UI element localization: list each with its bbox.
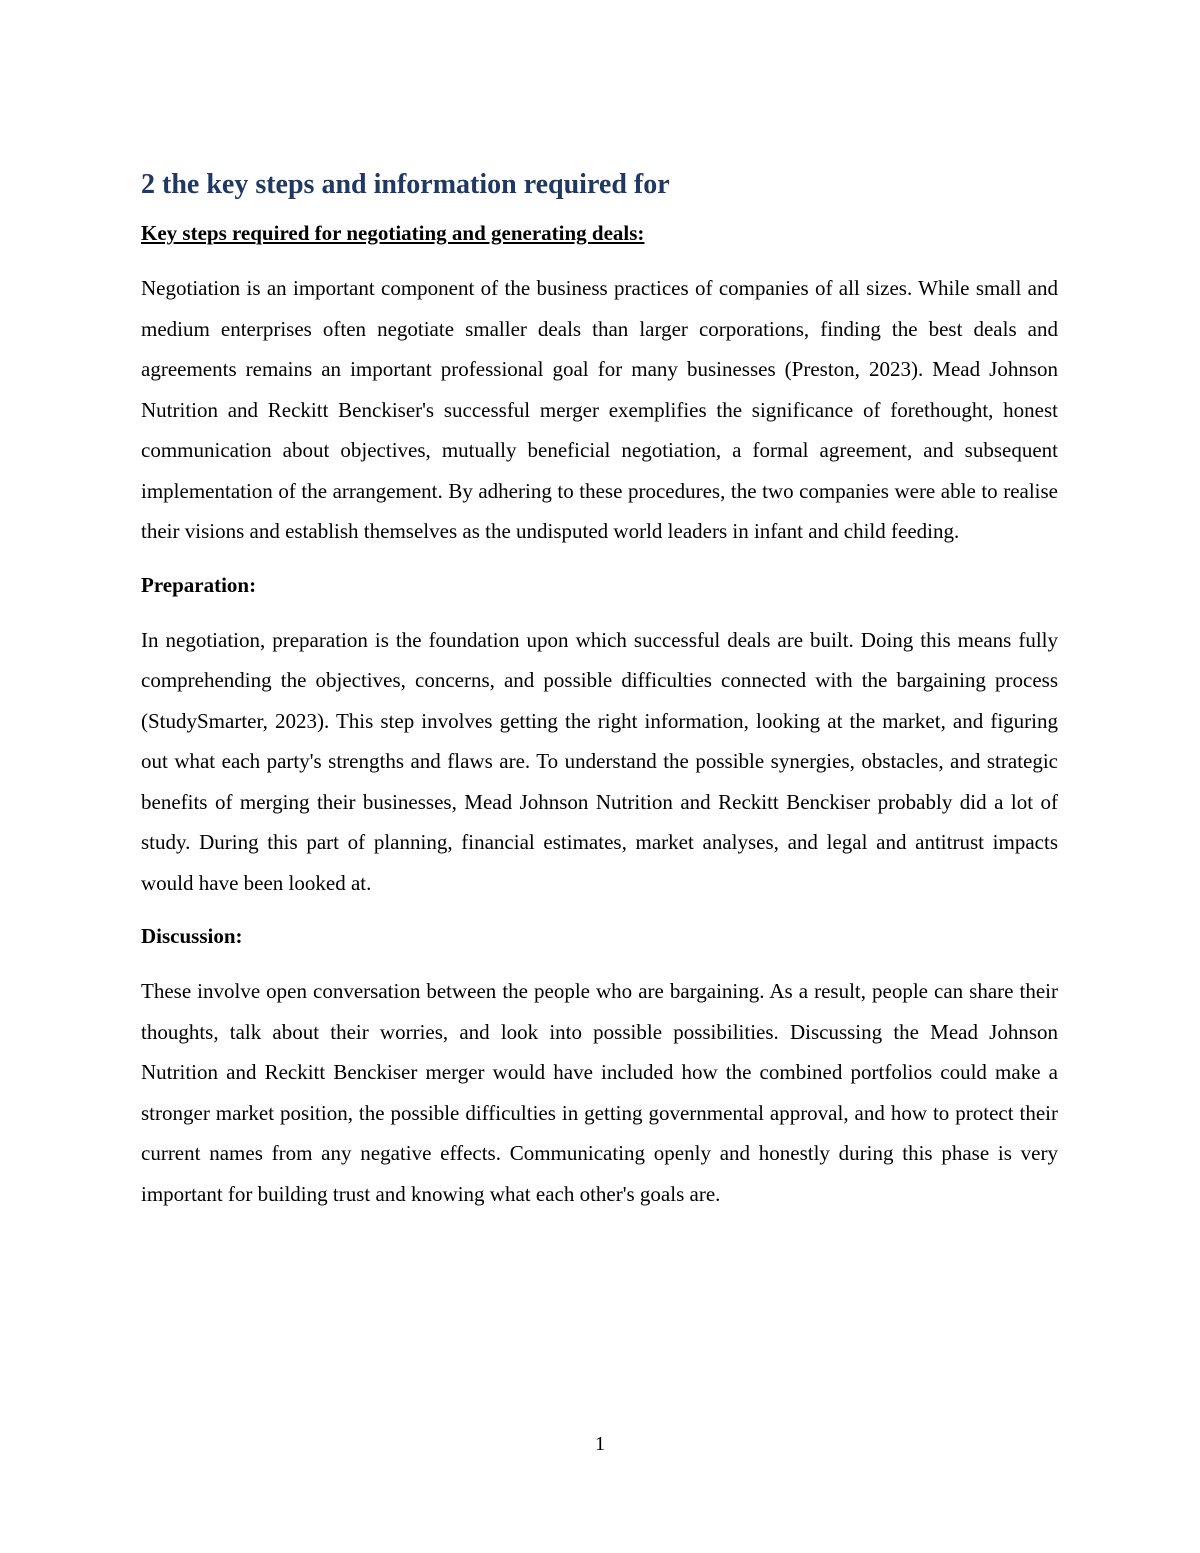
document-heading: 2 the key steps and information required for: [141, 169, 670, 200]
page-content: [141, 160, 1058, 1214]
section-title-preparation: Preparation:: [141, 572, 257, 597]
section-paragraph-discussion: These involve open conversation between the people who are bargaining. As a result, people can share their thoughts, talk about their worries, and look into possible possibilities. Discussing the Mead Johnson Nutrition and Reckitt Benckiser merger would have included how the combined portfolios could make a stronger market position, the possible difficulties in getting governmental approval, and how to protect their current names from any negative effects. Communicating openly and honestly during this phase is very important for building trust and knowing what each other's goals are.: [141, 979, 1058, 1206]
intro-paragraph: Negotiation is an important component of the business practices of companies of all sizes. While small and medium enterprises often negotiate smaller deals than larger corporations, finding the best deals and agreements remains an important professional goal for many businesses (Preston, 2023). Mead Johnson Nutrition and Reckitt Benckiser's successful merger exemplifies the significance of forethought, honest communication about objectives, mutually beneficial negotiation, a formal agreement, and subsequent implementation of the arrangement. By adhering to these procedures, the two companies were able to realise their visions and establish themselves as the undisputed world leaders in infant and child feeding.: [141, 276, 1058, 543]
page-number: 1: [595, 1433, 605, 1455]
subheading: Key steps required for negotiating and generating deals:: [141, 221, 645, 245]
section-paragraph-preparation: In negotiation, preparation is the foundation upon which successful deals are built. Doing this means fully comprehending the objectives, concerns, and possible difficulties connected with the bargaining process (StudySmarter, 2023). This step involves getting the right information, looking at the market, and figuring out what each party's strengths and flaws are. To understand the possible synergies, obstacles, and strategic benefits of merging their businesses, Mead Johnson Nutrition and Reckitt Benckiser probably did a lot of study. During this part of planning, financial estimates, market analyses, and legal and antitrust impacts would have been looked at.: [141, 627, 1058, 895]
section-title-discussion: Discussion:: [141, 924, 243, 948]
